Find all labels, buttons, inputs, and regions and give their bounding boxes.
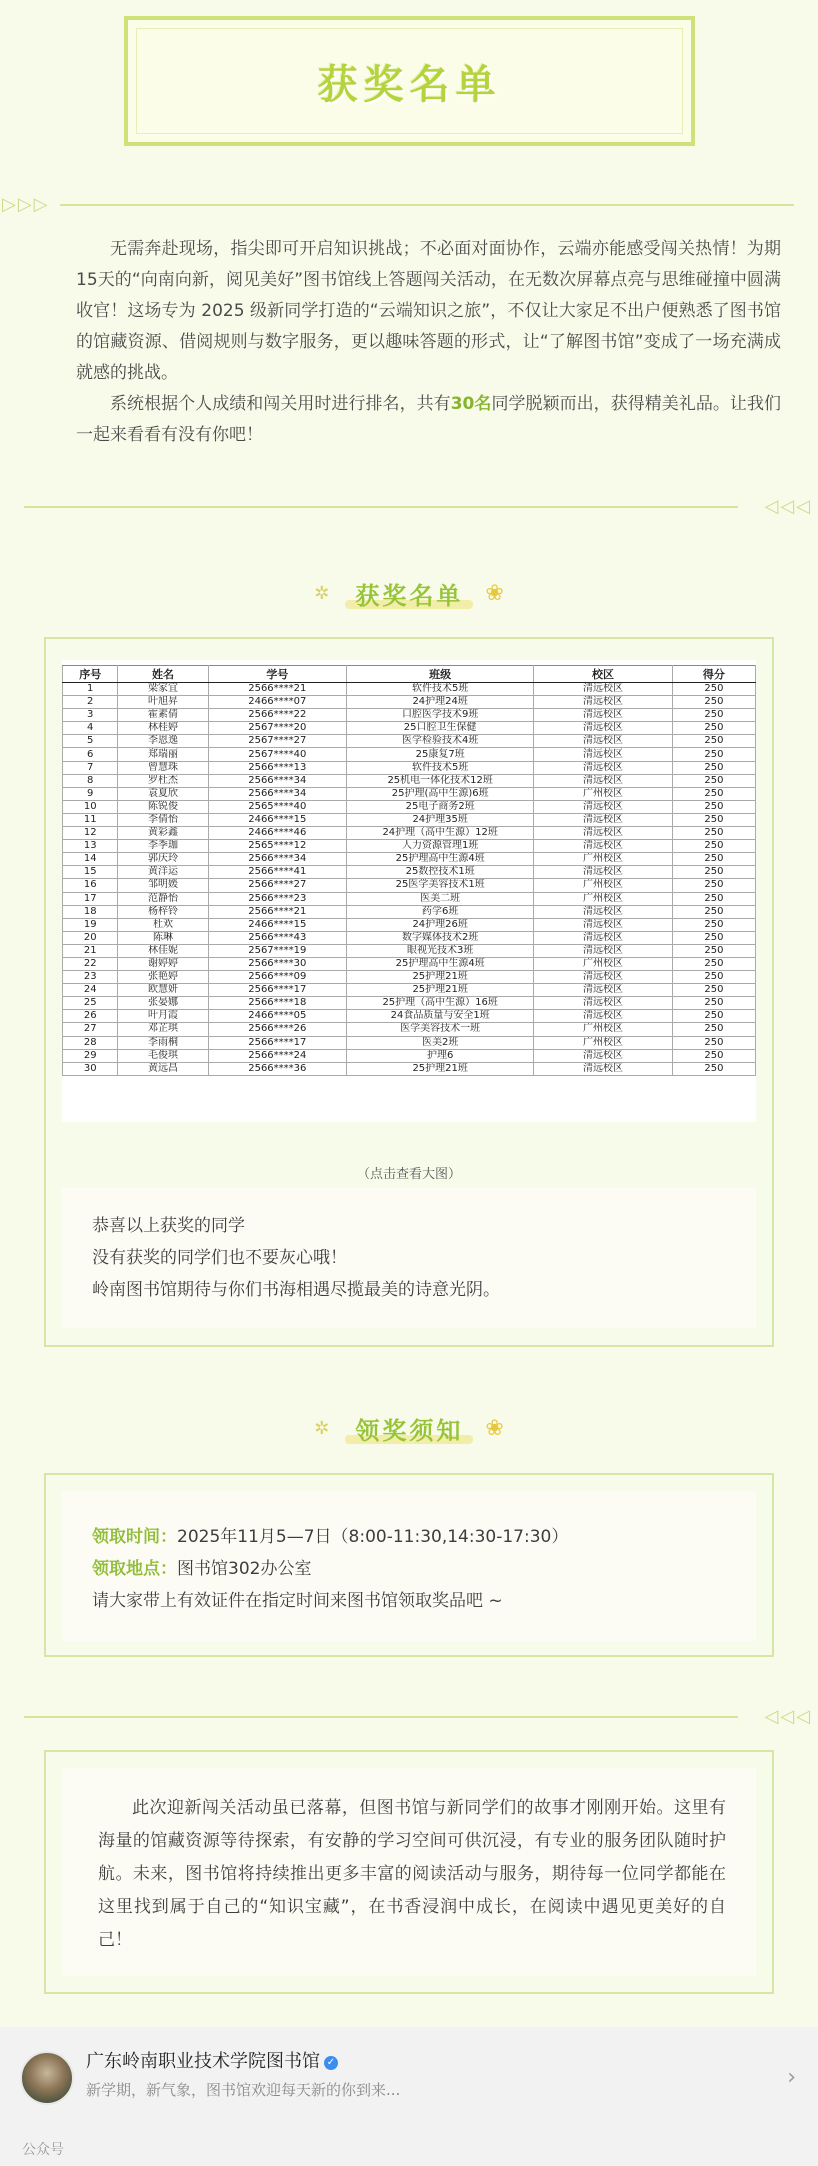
winners-table[interactable] bbox=[62, 665, 756, 1076]
table-cell: 11 bbox=[63, 813, 118, 826]
table-row bbox=[63, 1049, 756, 1062]
table-cell: 清远校区 bbox=[534, 813, 673, 826]
table-row bbox=[63, 800, 756, 813]
table-header-row bbox=[63, 666, 756, 683]
table-cell: 广州校区 bbox=[534, 879, 673, 892]
table-cell: 2566****30 bbox=[208, 957, 347, 970]
table-cell: 黄彩鑫 bbox=[118, 827, 208, 840]
table-cell: 欧慧妍 bbox=[118, 984, 208, 997]
notice-box bbox=[62, 1491, 756, 1641]
table-cell: 2566****09 bbox=[208, 971, 347, 984]
table-cell: 24食品质量与安全1班 bbox=[347, 1010, 534, 1023]
table-cell: 清远校区 bbox=[534, 944, 673, 957]
table-cell: 250 bbox=[672, 827, 755, 840]
table-cell: 24护理26班 bbox=[347, 918, 534, 931]
table-cell: 250 bbox=[672, 1023, 755, 1036]
table-cell: 郭庆玲 bbox=[118, 853, 208, 866]
table-cell: 20 bbox=[63, 931, 118, 944]
table-cell: 杜欢 bbox=[118, 918, 208, 931]
table-cell: 250 bbox=[672, 1010, 755, 1023]
closing-box bbox=[62, 1768, 756, 1976]
table-cell: 2566****34 bbox=[208, 853, 347, 866]
account-name-text: 广东岭南职业技术学院图书馆 bbox=[86, 2051, 320, 2072]
table-cell: 清远校区 bbox=[534, 735, 673, 748]
table-cell: 陈琳 bbox=[118, 931, 208, 944]
table-cell: 医美二班 bbox=[347, 892, 534, 905]
table-row bbox=[63, 957, 756, 970]
account-type-tag: 公众号 bbox=[22, 2142, 64, 2158]
table-cell: 叶旭昇 bbox=[118, 696, 208, 709]
table-cell: 口腔医学技术9班 bbox=[347, 709, 534, 722]
table-cell: 21 bbox=[63, 944, 118, 957]
table-cell: 李恩逸 bbox=[118, 735, 208, 748]
table-cell: 软件技术5班 bbox=[347, 683, 534, 696]
table-cell: 张晏娜 bbox=[118, 997, 208, 1010]
table-row bbox=[63, 774, 756, 787]
table-cell: 25医学美容技术1班 bbox=[347, 879, 534, 892]
account-name[interactable] bbox=[86, 2047, 338, 2073]
table-cell: 范静怡 bbox=[118, 892, 208, 905]
table-cell: 2566****18 bbox=[208, 997, 347, 1010]
table-row bbox=[63, 813, 756, 826]
table-row bbox=[63, 709, 756, 722]
table-cell: 2466****15 bbox=[208, 813, 347, 826]
table-cell: 250 bbox=[672, 866, 755, 879]
table-cell: 清远校区 bbox=[534, 748, 673, 761]
table-cell: 软件技术5班 bbox=[347, 761, 534, 774]
table-cell: 250 bbox=[672, 971, 755, 984]
table-cell: 4 bbox=[63, 722, 118, 735]
page-title: 获奖名单 bbox=[317, 61, 502, 108]
table-cell: 250 bbox=[672, 709, 755, 722]
table-cell: 28 bbox=[63, 1036, 118, 1049]
table-cell: 25康复7班 bbox=[347, 748, 534, 761]
table-cell: 250 bbox=[672, 984, 755, 997]
table-cell: 2566****23 bbox=[208, 892, 347, 905]
table-cell: 26 bbox=[63, 1010, 118, 1023]
table-cell: 2466****46 bbox=[208, 827, 347, 840]
table-cell: 250 bbox=[672, 1036, 755, 1049]
intro-para-2 bbox=[76, 389, 781, 451]
triangle-deco-icon: ◁◁◁ bbox=[764, 1706, 812, 1727]
table-cell: 清远校区 bbox=[534, 971, 673, 984]
table-cell: 23 bbox=[63, 971, 118, 984]
table-row bbox=[63, 722, 756, 735]
table-cell: 250 bbox=[672, 840, 755, 853]
table-cell: 25 bbox=[63, 997, 118, 1010]
table-row bbox=[63, 1062, 756, 1075]
table-row bbox=[63, 984, 756, 997]
table-cell: 广州校区 bbox=[534, 1023, 673, 1036]
sparkle-icon: ✲ bbox=[314, 1417, 330, 1439]
table-cell: 250 bbox=[672, 787, 755, 800]
pickup-place-label: 领取地点： bbox=[92, 1559, 177, 1579]
table-row bbox=[63, 840, 756, 853]
table-cell: 250 bbox=[672, 918, 755, 931]
table-cell: 2566****21 bbox=[208, 905, 347, 918]
table-cell: 袁夏欣 bbox=[118, 787, 208, 800]
table-cell: 250 bbox=[672, 813, 755, 826]
table-cell: 清远校区 bbox=[534, 774, 673, 787]
table-cell: 林佳妮 bbox=[118, 944, 208, 957]
table-cell: 2565****40 bbox=[208, 800, 347, 813]
table-cell: 清远校区 bbox=[534, 918, 673, 931]
account-card[interactable] bbox=[0, 2027, 818, 2166]
table-row bbox=[63, 944, 756, 957]
table-cell: 250 bbox=[672, 879, 755, 892]
table-cell: 郑瑞丽 bbox=[118, 748, 208, 761]
table-cell: 17 bbox=[63, 892, 118, 905]
table-cell: 清远校区 bbox=[534, 866, 673, 879]
table-cell: 250 bbox=[672, 696, 755, 709]
table-cell: 2566****27 bbox=[208, 879, 347, 892]
table-header-cell: 校区 bbox=[534, 666, 673, 683]
table-cell: 护理6 bbox=[347, 1049, 534, 1062]
table-cell: 2565****12 bbox=[208, 840, 347, 853]
table-cell: 24护理35班 bbox=[347, 813, 534, 826]
table-cell: 9 bbox=[63, 787, 118, 800]
table-cell: 250 bbox=[672, 853, 755, 866]
table-cell: 2566****43 bbox=[208, 931, 347, 944]
chevron-right-icon[interactable]: › bbox=[787, 2065, 796, 2090]
table-cell: 广州校区 bbox=[534, 787, 673, 800]
table-cell: 2566****24 bbox=[208, 1049, 347, 1062]
table-row bbox=[63, 971, 756, 984]
table-cell: 250 bbox=[672, 735, 755, 748]
table-cell: 清远校区 bbox=[534, 984, 673, 997]
table-cell: 医学美容技术一班 bbox=[347, 1023, 534, 1036]
section-heading-label: 获奖名单 bbox=[345, 576, 473, 611]
pickup-time-value: 2025年11月5—7日（8:00-11:30,14:30-17:30） bbox=[177, 1527, 569, 1547]
table-cell: 30 bbox=[63, 1062, 118, 1075]
divider bbox=[24, 1716, 738, 1718]
table-cell: 清远校区 bbox=[534, 905, 673, 918]
table-cell: 眼视光技术3班 bbox=[347, 944, 534, 957]
table-cell: 25护理（高中生源）16班 bbox=[347, 997, 534, 1010]
table-row bbox=[63, 1036, 756, 1049]
table-cell: 2567****20 bbox=[208, 722, 347, 735]
table-cell: 2566****34 bbox=[208, 787, 347, 800]
table-cell: 25护理21班 bbox=[347, 1062, 534, 1075]
table-header-cell: 序号 bbox=[63, 666, 118, 683]
table-header-cell: 得分 bbox=[672, 666, 755, 683]
table-cell: 医学检验技术4班 bbox=[347, 735, 534, 748]
table-cell: 李倩怡 bbox=[118, 813, 208, 826]
table-cell: 黄洋运 bbox=[118, 866, 208, 879]
table-cell: 叶月霞 bbox=[118, 1010, 208, 1023]
table-row bbox=[63, 735, 756, 748]
table-cell: 人力资源管理1班 bbox=[347, 840, 534, 853]
image-caption[interactable]: （点击查看大图） bbox=[356, 1167, 461, 1182]
table-row bbox=[63, 787, 756, 800]
table-cell: 16 bbox=[63, 879, 118, 892]
table-cell: 29 bbox=[63, 1049, 118, 1062]
table-cell: 杨梓铃 bbox=[118, 905, 208, 918]
table-cell: 18 bbox=[63, 905, 118, 918]
table-cell: 清远校区 bbox=[534, 1049, 673, 1062]
congrats-box bbox=[62, 1188, 756, 1328]
table-cell: 24护理（高中生源）12班 bbox=[347, 827, 534, 840]
table-cell: 清远校区 bbox=[534, 827, 673, 840]
divider bbox=[60, 204, 794, 206]
table-row bbox=[63, 683, 756, 696]
table-cell: 25口腔卫生保健 bbox=[347, 722, 534, 735]
table-cell: 12 bbox=[63, 827, 118, 840]
title-box bbox=[124, 16, 695, 146]
section-heading-label: 领奖须知 bbox=[345, 1411, 473, 1446]
table-cell: 5 bbox=[63, 735, 118, 748]
flower-icon: ❀ bbox=[485, 1415, 504, 1441]
table-header-cell: 姓名 bbox=[118, 666, 208, 683]
table-cell: 19 bbox=[63, 918, 118, 931]
pickup-time-label: 领取时间： bbox=[92, 1527, 177, 1547]
table-cell: 3 bbox=[63, 709, 118, 722]
pickup-place bbox=[92, 1553, 568, 1585]
table-cell: 2566****34 bbox=[208, 774, 347, 787]
table-cell: 罗杜杰 bbox=[118, 774, 208, 787]
table-cell: 清远校区 bbox=[534, 722, 673, 735]
table-cell: 25护理21班 bbox=[347, 971, 534, 984]
table-row bbox=[63, 918, 756, 931]
table-cell: 10 bbox=[63, 800, 118, 813]
table-cell: 2466****07 bbox=[208, 696, 347, 709]
table-cell: 250 bbox=[672, 722, 755, 735]
table-cell: 2566****17 bbox=[208, 1036, 347, 1049]
table-cell: 13 bbox=[63, 840, 118, 853]
pickup-place-value: 图书馆302办公室 bbox=[177, 1559, 312, 1579]
table-cell: 25数控技术1班 bbox=[347, 866, 534, 879]
table-cell: 2566****41 bbox=[208, 866, 347, 879]
table-cell: 毛俊琪 bbox=[118, 1049, 208, 1062]
table-cell: 2 bbox=[63, 696, 118, 709]
table-cell: 清远校区 bbox=[534, 761, 673, 774]
table-cell: 250 bbox=[672, 1062, 755, 1075]
account-description: 新学期，新气象，图书馆欢迎每天新的你到来... bbox=[86, 2081, 401, 2099]
table-cell: 250 bbox=[672, 683, 755, 696]
intro-text bbox=[76, 234, 781, 451]
table-cell: 2566****36 bbox=[208, 1062, 347, 1075]
table-row bbox=[63, 997, 756, 1010]
table-cell: 清远校区 bbox=[534, 1062, 673, 1075]
table-cell: 2567****40 bbox=[208, 748, 347, 761]
table-cell: 2566****21 bbox=[208, 683, 347, 696]
table-cell: 8 bbox=[63, 774, 118, 787]
table-row bbox=[63, 827, 756, 840]
table-cell: 梁家宜 bbox=[118, 683, 208, 696]
section-heading-winners bbox=[0, 568, 818, 618]
table-cell: 25护理高中生源4班 bbox=[347, 853, 534, 866]
table-cell: 25护理高中生源4班 bbox=[347, 957, 534, 970]
flower-icon: ❀ bbox=[485, 580, 504, 606]
table-cell: 24护理24班 bbox=[347, 696, 534, 709]
table-cell: 广州校区 bbox=[534, 957, 673, 970]
table-cell: 2566****26 bbox=[208, 1023, 347, 1036]
closing-text: 此次迎新闯关活动虽已落幕，但图书馆与新同学们的故事才刚刚开始。这里有海量的馆藏资源等待探索，有安静的学习空间可供沉浸，有专业的服务团队随时护航。未来，图书馆将持续推出更多丰富的阅读活动与服务，期待每一位同学都能在这里找到属于自己的“知识宝藏”，在书香浸润中成长，在阅读中遇见更美好的自己！ bbox=[98, 1798, 726, 1950]
table-cell: 清远校区 bbox=[534, 840, 673, 853]
table-cell: 7 bbox=[63, 761, 118, 774]
table-header-cell: 学号 bbox=[208, 666, 347, 683]
divider bbox=[24, 506, 738, 508]
table-cell: 6 bbox=[63, 748, 118, 761]
intro-para-2-start: 系统根据个人成绩和闯关用时进行排名，共有 bbox=[110, 394, 451, 414]
table-cell: 李季珈 bbox=[118, 840, 208, 853]
table-cell: 清远校区 bbox=[534, 709, 673, 722]
table-cell: 2566****22 bbox=[208, 709, 347, 722]
table-row bbox=[63, 748, 756, 761]
table-row bbox=[63, 1010, 756, 1023]
table-cell: 林桂婷 bbox=[118, 722, 208, 735]
table-cell: 250 bbox=[672, 774, 755, 787]
intro-para-2-end: 同学脱颖而出，获得精美礼品。让我们一起来看看有没有你吧！ bbox=[76, 394, 781, 445]
table-row bbox=[63, 892, 756, 905]
verified-badge-icon: ✓ bbox=[324, 2056, 338, 2070]
pickup-reminder: 请大家带上有效证件在指定时间来图书馆领取奖品吧 ~ bbox=[92, 1591, 503, 1611]
table-cell: 25电子商务2班 bbox=[347, 800, 534, 813]
congrats-line-2: 没有获奖的同学们也不要灰心哦！ bbox=[92, 1248, 347, 1268]
table-cell: 谢婷婷 bbox=[118, 957, 208, 970]
table-cell: 邹明媛 bbox=[118, 879, 208, 892]
table-cell: 250 bbox=[672, 931, 755, 944]
table-cell: 药学6班 bbox=[347, 905, 534, 918]
sparkle-icon: ✲ bbox=[314, 582, 330, 604]
table-cell: 曾慧珠 bbox=[118, 761, 208, 774]
table-row bbox=[63, 879, 756, 892]
table-cell: 霍素倩 bbox=[118, 709, 208, 722]
table-cell: 250 bbox=[672, 997, 755, 1010]
table-cell: 250 bbox=[672, 905, 755, 918]
section-heading-notice bbox=[0, 1403, 818, 1453]
table-cell: 清远校区 bbox=[534, 1010, 673, 1023]
table-cell: 250 bbox=[672, 944, 755, 957]
table-cell: 25护理(高中生源)6班 bbox=[347, 787, 534, 800]
congrats-line-1: 恭喜以上获奖的同学 bbox=[92, 1216, 245, 1236]
table-cell: 1 bbox=[63, 683, 118, 696]
table-row bbox=[63, 696, 756, 709]
intro-para-1: 无需奔赴现场，指尖即可开启知识挑战；不必面对面协作，云端亦能感受闯关热情！为期15天的“向南向新，阅见美好”图书馆线上答题闯关活动，在无数次屏幕点亮与思维碰撞中圆满收官！这场专为 2025 级新同学打造的“云端知识之旅”，不仅让大家足不出户便熟悉了图书馆的馆藏资源、借阅规则与数字服务，更以趣味答题的形式，让“了解图书馆”变成了一场充满成就感的挑战。 bbox=[76, 239, 781, 383]
table-cell: 医美2班 bbox=[347, 1036, 534, 1049]
avatar[interactable] bbox=[20, 2051, 74, 2105]
table-cell: 2566****13 bbox=[208, 761, 347, 774]
winner-count: 30名 bbox=[450, 394, 492, 414]
table-cell: 清远校区 bbox=[534, 800, 673, 813]
triangle-deco-icon: ▷▷▷ bbox=[2, 194, 50, 215]
table-cell: 张艳婷 bbox=[118, 971, 208, 984]
table-cell: 陈锐俊 bbox=[118, 800, 208, 813]
table-cell: 250 bbox=[672, 892, 755, 905]
table-cell: 邓芷琪 bbox=[118, 1023, 208, 1036]
table-header-cell: 班级 bbox=[347, 666, 534, 683]
table-cell: 数字媒体技术2班 bbox=[347, 931, 534, 944]
table-cell: 250 bbox=[672, 957, 755, 970]
table-cell: 25护理21班 bbox=[347, 984, 534, 997]
table-cell: 2466****15 bbox=[208, 918, 347, 931]
table-row bbox=[63, 931, 756, 944]
table-cell: 250 bbox=[672, 1049, 755, 1062]
congrats-line-3: 岭南图书馆期待与你们书海相遇尽揽最美的诗意光阴。 bbox=[92, 1280, 500, 1300]
table-cell: 2566****17 bbox=[208, 984, 347, 997]
table-cell: 15 bbox=[63, 866, 118, 879]
table-cell: 清远校区 bbox=[534, 931, 673, 944]
table-cell: 250 bbox=[672, 800, 755, 813]
table-cell: 李雨桐 bbox=[118, 1036, 208, 1049]
table-cell: 黄远昌 bbox=[118, 1062, 208, 1075]
triangle-deco-icon: ◁◁◁ bbox=[764, 496, 812, 517]
table-cell: 广州校区 bbox=[534, 892, 673, 905]
table-cell: 25机电一体化技术12班 bbox=[347, 774, 534, 787]
table-cell: 250 bbox=[672, 761, 755, 774]
pickup-time bbox=[92, 1521, 568, 1553]
table-cell: 2567****27 bbox=[208, 735, 347, 748]
table-cell: 27 bbox=[63, 1023, 118, 1036]
table-cell: 14 bbox=[63, 853, 118, 866]
table-cell: 清远校区 bbox=[534, 683, 673, 696]
table-row bbox=[63, 866, 756, 879]
table-cell: 22 bbox=[63, 957, 118, 970]
table-cell: 清远校区 bbox=[534, 997, 673, 1010]
table-cell: 2466****05 bbox=[208, 1010, 347, 1023]
table-row bbox=[63, 905, 756, 918]
table-cell: 250 bbox=[672, 748, 755, 761]
table-row bbox=[63, 1023, 756, 1036]
table-cell: 清远校区 bbox=[534, 696, 673, 709]
table-cell: 2567****19 bbox=[208, 944, 347, 957]
table-row bbox=[63, 853, 756, 866]
table-cell: 广州校区 bbox=[534, 853, 673, 866]
table-row bbox=[63, 761, 756, 774]
table-cell: 广州校区 bbox=[534, 1036, 673, 1049]
table-cell: 24 bbox=[63, 984, 118, 997]
